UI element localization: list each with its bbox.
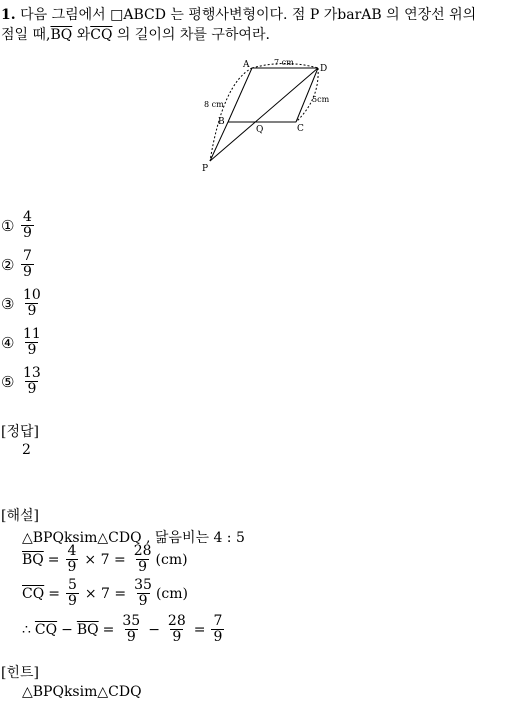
numerator: 11 xyxy=(23,326,41,342)
choice-marker: ③ xyxy=(1,294,15,313)
denominator: 9 xyxy=(138,559,148,575)
segment-bq: $\overline{BQ}$ xyxy=(50,27,73,43)
denominator: 9 xyxy=(27,303,37,319)
numerator: 10 xyxy=(23,287,41,303)
denominator: 9 xyxy=(126,629,136,645)
question-line-2 xyxy=(1,24,270,44)
question-text-2a: 점일 때, xyxy=(1,27,51,43)
label-p: P xyxy=(202,164,209,174)
answer-header: [정답] xyxy=(1,424,39,440)
fraction xyxy=(166,614,188,645)
choice-1[interactable] xyxy=(1,210,36,241)
question-line-1 xyxy=(1,4,476,24)
equals-sign: = xyxy=(48,585,60,602)
numerator: 35 xyxy=(134,577,152,593)
choice-fraction xyxy=(21,288,43,319)
label-a: A xyxy=(243,60,250,70)
solution-header: [해설] xyxy=(1,508,39,524)
answer-value: 2 xyxy=(22,442,31,458)
equals-sign: = xyxy=(47,551,60,568)
therefore-sign: ∴ xyxy=(22,621,31,638)
equals-sign: = xyxy=(193,621,206,638)
parallelogram-figure xyxy=(195,55,345,180)
fraction xyxy=(120,614,142,645)
equals-sign: = xyxy=(102,621,115,638)
question-text-1: 다음 그림에서 □ABCD 는 평행사변형이다. 점 P 가barAB 의 연장선 위의 xyxy=(20,7,477,23)
fraction xyxy=(66,578,79,609)
hint-header: [힌트] xyxy=(1,665,39,681)
numerator: 5 xyxy=(67,577,77,593)
solution-line-2 xyxy=(22,544,188,575)
label-d: D xyxy=(320,64,328,74)
label-q: Q xyxy=(256,125,264,135)
segment-cq: $\overline{CQ}$ xyxy=(22,585,45,602)
question-text-2c: 의 길이의 차를 구하여라. xyxy=(112,27,270,43)
fraction xyxy=(132,544,154,575)
choice-2[interactable] xyxy=(1,249,36,280)
solution-line-4 xyxy=(22,614,226,645)
denominator: 9 xyxy=(67,593,77,609)
choice-marker: ① xyxy=(1,216,15,235)
choice-4[interactable] xyxy=(1,327,45,358)
segment-cq: $\overline{CQ}$ xyxy=(90,27,113,43)
label-b: B xyxy=(218,117,225,127)
denominator: 9 xyxy=(23,225,32,241)
segment-cq: $\overline{CQ}$ xyxy=(34,621,58,638)
denominator: 9 xyxy=(27,342,37,358)
segment-bq: $\overline{BQ}$ xyxy=(76,621,99,638)
choice-fraction xyxy=(21,366,43,397)
denominator: 9 xyxy=(27,381,37,397)
unit: (cm) xyxy=(155,585,189,602)
numerator: 28 xyxy=(167,613,186,629)
denominator: 9 xyxy=(138,593,148,609)
denominator: 9 xyxy=(23,264,32,280)
question-number: 1. xyxy=(1,7,16,23)
denominator: 9 xyxy=(67,559,77,575)
minus-sign: − xyxy=(148,621,160,638)
denominator: 9 xyxy=(172,629,182,645)
label-ab-length: 8 cm xyxy=(204,100,224,109)
label-ad-length: 7 cm xyxy=(274,58,294,67)
times-text: × 7 = xyxy=(84,551,126,568)
choice-3[interactable] xyxy=(1,288,45,319)
fraction xyxy=(211,614,224,645)
numerator: 28 xyxy=(133,543,152,559)
unit: (cm) xyxy=(155,551,188,568)
line-pd xyxy=(210,68,318,161)
choice-5[interactable] xyxy=(1,366,45,397)
question-text-2b: 와 xyxy=(72,27,91,43)
choice-fraction xyxy=(21,210,34,241)
choice-marker: ② xyxy=(1,255,15,274)
solution-line-1: △BPQksim△CDQ , 닮음비는 4 : 5 xyxy=(22,530,245,546)
fraction xyxy=(132,578,154,609)
denominator: 9 xyxy=(213,629,223,645)
extension-bp xyxy=(210,122,228,161)
segment-bq: $\overline{BQ}$ xyxy=(22,551,44,568)
choice-fraction xyxy=(21,249,34,280)
label-dc-length: 5cm xyxy=(312,95,330,104)
label-c: C xyxy=(297,124,304,134)
choice-marker: ⑤ xyxy=(1,372,15,391)
fraction xyxy=(66,544,79,575)
times-text: × 7 = xyxy=(84,585,127,602)
numerator: 13 xyxy=(23,365,41,381)
numerator: 35 xyxy=(122,613,141,629)
numerator: 7 xyxy=(23,248,32,264)
numerator: 4 xyxy=(23,209,32,225)
hint-line: △BPQksim△CDQ xyxy=(22,684,142,700)
side-ab xyxy=(228,68,252,122)
choice-marker: ④ xyxy=(1,333,15,352)
numerator: 7 xyxy=(213,613,223,629)
numerator: 4 xyxy=(67,543,77,559)
solution-line-3 xyxy=(22,578,188,609)
minus-sign: − xyxy=(61,621,73,638)
choice-fraction xyxy=(21,327,43,358)
